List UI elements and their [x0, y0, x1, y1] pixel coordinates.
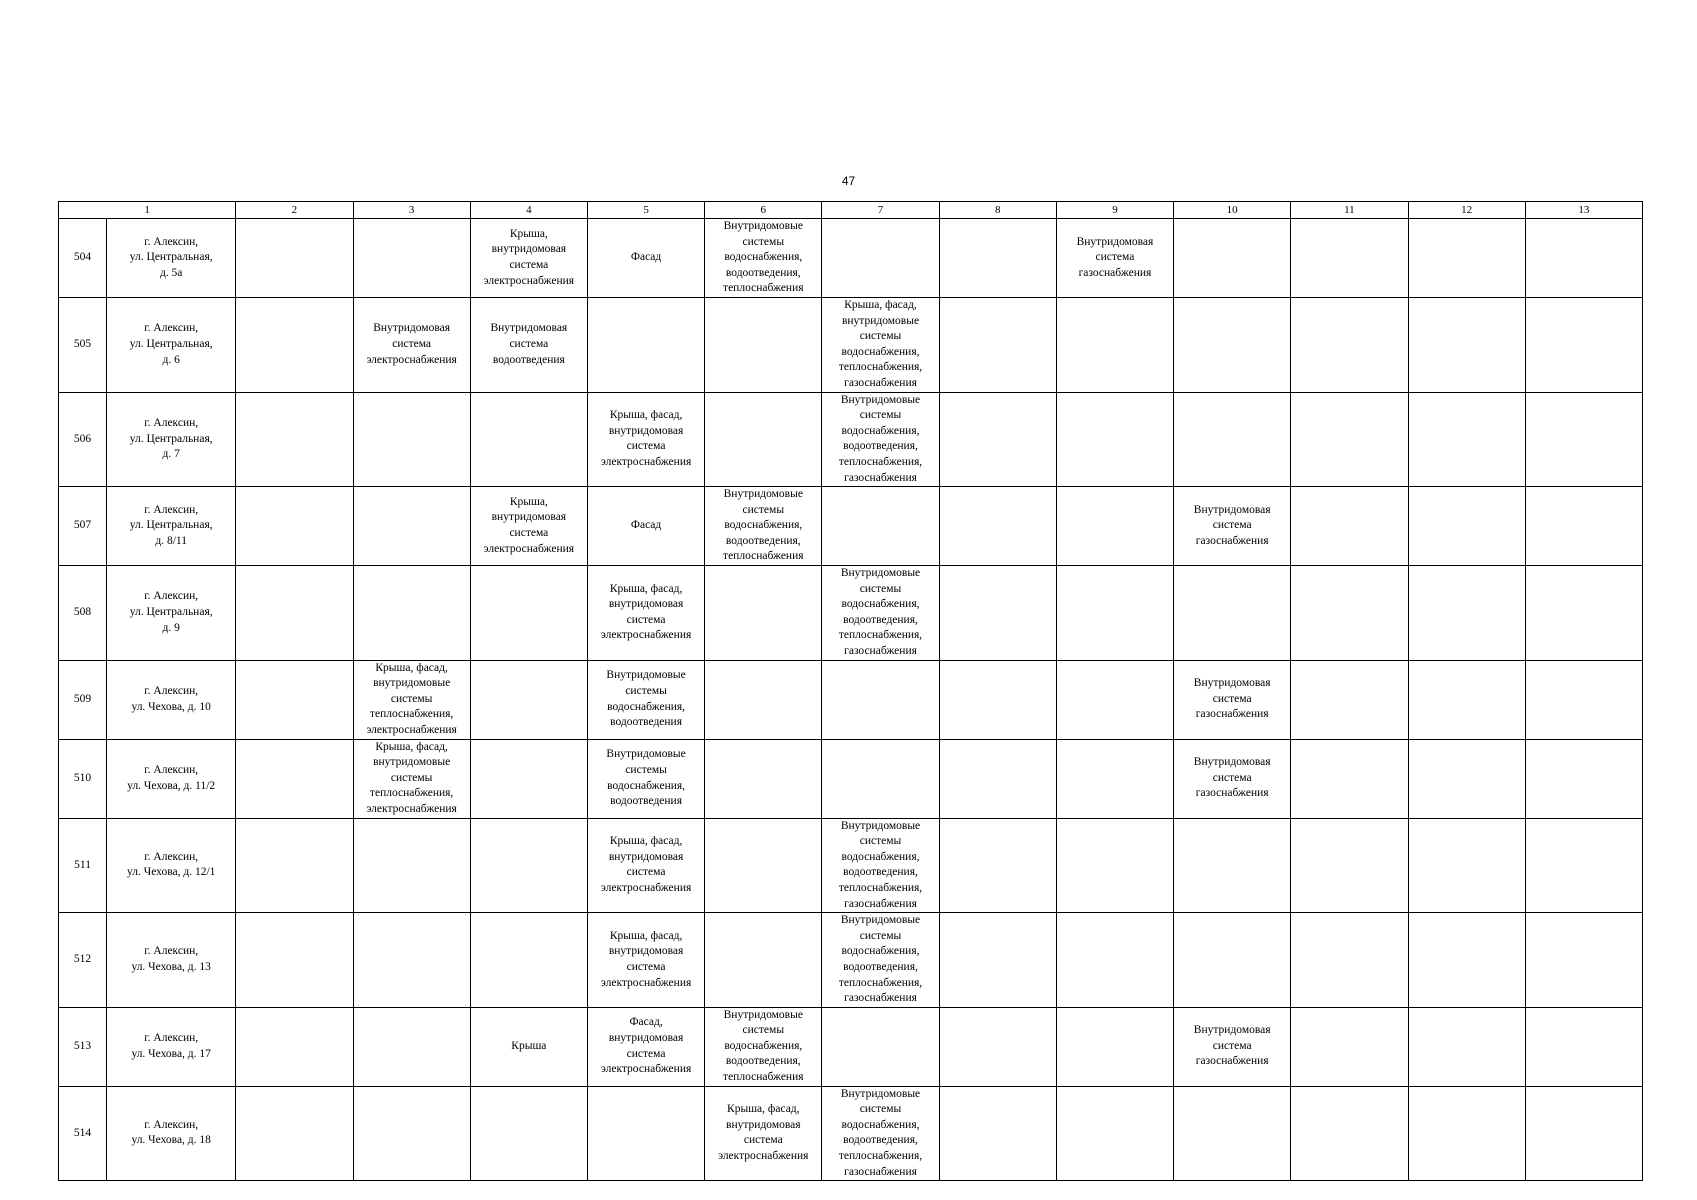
cell-col-12: [1408, 1007, 1525, 1086]
cell-col-5: Внутридомовые системы водоснабжения, водоотведения: [587, 739, 704, 818]
cell-col-3: [353, 1007, 470, 1086]
table-row: [59, 297, 1643, 392]
cell-col-5: Крыша, фасад, внутридомовая система электроснабжения: [587, 392, 704, 487]
address-cell: г. Алексин, ул. Центральная, д. 6: [107, 297, 236, 392]
cell-col-13: [1525, 660, 1642, 739]
cell-col-12: [1408, 739, 1525, 818]
header-col-11: 11: [1291, 202, 1408, 219]
address-cell: г. Алексин, ул. Чехова, д. 18: [107, 1086, 236, 1181]
cell-col-11: [1291, 219, 1408, 298]
cell-col-3: Крыша, фасад, внутридомовые системы теплоснабжения, электроснабжения: [353, 660, 470, 739]
cell-col-2: [236, 660, 353, 739]
header-col-5: 5: [587, 202, 704, 219]
cell-col-11: [1291, 660, 1408, 739]
cell-col-2: [236, 297, 353, 392]
cell-col-10: Внутридомовая система газоснабжения: [1174, 487, 1291, 566]
cell-col-9: Внутридомовая система газоснабжения: [1056, 219, 1173, 298]
cell-col-6: Внутридомовые системы водоснабжения, водоотведения, теплоснабжения: [705, 1007, 822, 1086]
cell-col-9: [1056, 566, 1173, 661]
row-number: 512: [59, 913, 107, 1008]
cell-col-10: Внутридомовая система газоснабжения: [1174, 739, 1291, 818]
header-col-7: 7: [822, 202, 939, 219]
cell-col-13: [1525, 219, 1642, 298]
cell-col-11: [1291, 487, 1408, 566]
table-row: [59, 913, 1643, 1008]
cell-col-13: [1525, 913, 1642, 1008]
cell-col-8: [939, 487, 1056, 566]
cell-col-6: Крыша, фасад, внутридомовая система электроснабжения: [705, 1086, 822, 1181]
cell-col-10: Внутридомовая система газоснабжения: [1174, 1007, 1291, 1086]
row-number: 513: [59, 1007, 107, 1086]
row-number: 508: [59, 566, 107, 661]
cell-col-10: [1174, 392, 1291, 487]
cell-col-7: Внутридомовые системы водоснабжения, водоотведения, теплоснабжения, газоснабжения: [822, 913, 939, 1008]
cell-col-10: [1174, 297, 1291, 392]
table-row: [59, 660, 1643, 739]
cell-col-4: [470, 818, 587, 913]
cell-col-5: Фасад: [587, 219, 704, 298]
cell-col-7: [822, 660, 939, 739]
cell-col-3: Крыша, фасад, внутридомовые системы теплоснабжения, электроснабжения: [353, 739, 470, 818]
cell-col-8: [939, 660, 1056, 739]
cell-col-9: [1056, 660, 1173, 739]
cell-col-4: Крыша, внутридомовая система электроснабжения: [470, 219, 587, 298]
header-col-9: 9: [1056, 202, 1173, 219]
table-row: [59, 1007, 1643, 1086]
cell-col-7: Внутридомовые системы водоснабжения, водоотведения, теплоснабжения, газоснабжения: [822, 566, 939, 661]
address-cell: г. Алексин, ул. Чехова, д. 13: [107, 913, 236, 1008]
cell-col-7: Крыша, фасад, внутридомовые системы водоснабжения, теплоснабжения, газоснабжения: [822, 297, 939, 392]
cell-col-7: [822, 739, 939, 818]
cell-col-2: [236, 1007, 353, 1086]
table-row: [59, 1086, 1643, 1181]
cell-col-9: [1056, 297, 1173, 392]
cell-col-9: [1056, 818, 1173, 913]
header-col-1: 1: [59, 202, 236, 219]
cell-col-12: [1408, 219, 1525, 298]
cell-col-11: [1291, 392, 1408, 487]
table-row: [59, 818, 1643, 913]
cell-col-2: [236, 487, 353, 566]
header-col-8: 8: [939, 202, 1056, 219]
address-cell: г. Алексин, ул. Центральная, д. 7: [107, 392, 236, 487]
address-cell: г. Алексин, ул. Центральная, д. 8/11: [107, 487, 236, 566]
cell-col-10: [1174, 913, 1291, 1008]
cell-col-8: [939, 566, 1056, 661]
address-cell: г. Алексин, ул. Чехова, д. 11/2: [107, 739, 236, 818]
address-cell: г. Алексин, ул. Центральная, д. 9: [107, 566, 236, 661]
address-cell: г. Алексин, ул. Чехова, д. 12/1: [107, 818, 236, 913]
cell-col-4: Крыша, внутридомовая система электроснабжения: [470, 487, 587, 566]
address-cell: г. Алексин, ул. Чехова, д. 10: [107, 660, 236, 739]
table-row: [59, 219, 1643, 298]
cell-col-12: [1408, 1086, 1525, 1181]
cell-col-5: Крыша, фасад, внутридомовая система электроснабжения: [587, 913, 704, 1008]
cell-col-5: [587, 297, 704, 392]
table-row: [59, 392, 1643, 487]
cell-col-2: [236, 392, 353, 487]
cell-col-6: [705, 297, 822, 392]
row-number: 511: [59, 818, 107, 913]
row-number: 509: [59, 660, 107, 739]
cell-col-13: [1525, 392, 1642, 487]
header-col-6: 6: [705, 202, 822, 219]
cell-col-11: [1291, 913, 1408, 1008]
cell-col-13: [1525, 739, 1642, 818]
cell-col-10: [1174, 818, 1291, 913]
cell-col-11: [1291, 1086, 1408, 1181]
cell-col-9: [1056, 1086, 1173, 1181]
table-row: [59, 487, 1643, 566]
row-number: 507: [59, 487, 107, 566]
cell-col-6: Внутридомовые системы водоснабжения, водоотведения, теплоснабжения: [705, 219, 822, 298]
row-number: 505: [59, 297, 107, 392]
cell-col-8: [939, 913, 1056, 1008]
cell-col-10: [1174, 1086, 1291, 1181]
cell-col-3: [353, 219, 470, 298]
cell-col-12: [1408, 660, 1525, 739]
cell-col-13: [1525, 566, 1642, 661]
cell-col-6: [705, 660, 822, 739]
header-row: [59, 202, 1643, 219]
address-cell: г. Алексин, ул. Чехова, д. 17: [107, 1007, 236, 1086]
cell-col-10: Внутридомовая система газоснабжения: [1174, 660, 1291, 739]
table-row: [59, 739, 1643, 818]
cell-col-13: [1525, 1007, 1642, 1086]
cell-col-13: [1525, 487, 1642, 566]
cell-col-7: [822, 1007, 939, 1086]
cell-col-5: Крыша, фасад, внутридомовая система электроснабжения: [587, 818, 704, 913]
header-col-12: 12: [1408, 202, 1525, 219]
cell-col-6: [705, 392, 822, 487]
cell-col-9: [1056, 1007, 1173, 1086]
cell-col-12: [1408, 392, 1525, 487]
cell-col-13: [1525, 297, 1642, 392]
header-col-10: 10: [1174, 202, 1291, 219]
cell-col-11: [1291, 566, 1408, 661]
cell-col-4: [470, 392, 587, 487]
cell-col-12: [1408, 913, 1525, 1008]
cell-col-12: [1408, 566, 1525, 661]
cell-col-4: [470, 660, 587, 739]
cell-col-8: [939, 818, 1056, 913]
cell-col-7: [822, 487, 939, 566]
cell-col-7: Внутридомовые системы водоснабжения, водоотведения, теплоснабжения, газоснабжения: [822, 392, 939, 487]
cell-col-11: [1291, 297, 1408, 392]
address-cell: г. Алексин, ул. Центральная, д. 5а: [107, 219, 236, 298]
header-col-13: 13: [1525, 202, 1642, 219]
cell-col-5: [587, 1086, 704, 1181]
row-number: 514: [59, 1086, 107, 1181]
cell-col-9: [1056, 487, 1173, 566]
capital-repair-table: [58, 201, 1643, 1181]
cell-col-4: [470, 913, 587, 1008]
header-col-2: 2: [236, 202, 353, 219]
cell-col-13: [1525, 818, 1642, 913]
cell-col-4: Крыша: [470, 1007, 587, 1086]
cell-col-11: [1291, 818, 1408, 913]
cell-col-9: [1056, 739, 1173, 818]
cell-col-9: [1056, 913, 1173, 1008]
cell-col-8: [939, 219, 1056, 298]
cell-col-4: [470, 1086, 587, 1181]
cell-col-3: [353, 1086, 470, 1181]
cell-col-6: Внутридомовые системы водоснабжения, водоотведения, теплоснабжения: [705, 487, 822, 566]
cell-col-2: [236, 219, 353, 298]
cell-col-6: [705, 818, 822, 913]
cell-col-7: Внутридомовые системы водоснабжения, водоотведения, теплоснабжения, газоснабжения: [822, 818, 939, 913]
cell-col-4: [470, 566, 587, 661]
table-row: [59, 566, 1643, 661]
cell-col-6: [705, 566, 822, 661]
cell-col-2: [236, 566, 353, 661]
cell-col-8: [939, 392, 1056, 487]
cell-col-7: Внутридомовые системы водоснабжения, водоотведения, теплоснабжения, газоснабжения: [822, 1086, 939, 1181]
cell-col-3: [353, 487, 470, 566]
cell-col-5: Фасад, внутридомовая система электроснабжения: [587, 1007, 704, 1086]
cell-col-11: [1291, 739, 1408, 818]
cell-col-6: [705, 913, 822, 1008]
row-number: 510: [59, 739, 107, 818]
cell-col-4: Внутридомовая система водоотведения: [470, 297, 587, 392]
cell-col-12: [1408, 297, 1525, 392]
header-col-3: 3: [353, 202, 470, 219]
cell-col-3: [353, 392, 470, 487]
cell-col-2: [236, 913, 353, 1008]
header-col-4: 4: [470, 202, 587, 219]
cell-col-2: [236, 818, 353, 913]
cell-col-11: [1291, 1007, 1408, 1086]
cell-col-5: Внутридомовые системы водоснабжения, водоотведения: [587, 660, 704, 739]
cell-col-3: Внутридомовая система электроснабжения: [353, 297, 470, 392]
row-number: 506: [59, 392, 107, 487]
cell-col-9: [1056, 392, 1173, 487]
cell-col-5: Крыша, фасад, внутридомовая система электроснабжения: [587, 566, 704, 661]
cell-col-7: [822, 219, 939, 298]
cell-col-3: [353, 913, 470, 1008]
cell-col-6: [705, 739, 822, 818]
cell-col-12: [1408, 487, 1525, 566]
cell-col-10: [1174, 566, 1291, 661]
cell-col-5: Фасад: [587, 487, 704, 566]
row-number: 504: [59, 219, 107, 298]
cell-col-8: [939, 739, 1056, 818]
cell-col-12: [1408, 818, 1525, 913]
cell-col-2: [236, 739, 353, 818]
page-number: 47: [841, 174, 856, 188]
cell-col-10: [1174, 219, 1291, 298]
cell-col-3: [353, 818, 470, 913]
cell-col-3: [353, 566, 470, 661]
cell-col-8: [939, 297, 1056, 392]
cell-col-8: [939, 1007, 1056, 1086]
cell-col-2: [236, 1086, 353, 1181]
cell-col-4: [470, 739, 587, 818]
cell-col-8: [939, 1086, 1056, 1181]
cell-col-13: [1525, 1086, 1642, 1181]
